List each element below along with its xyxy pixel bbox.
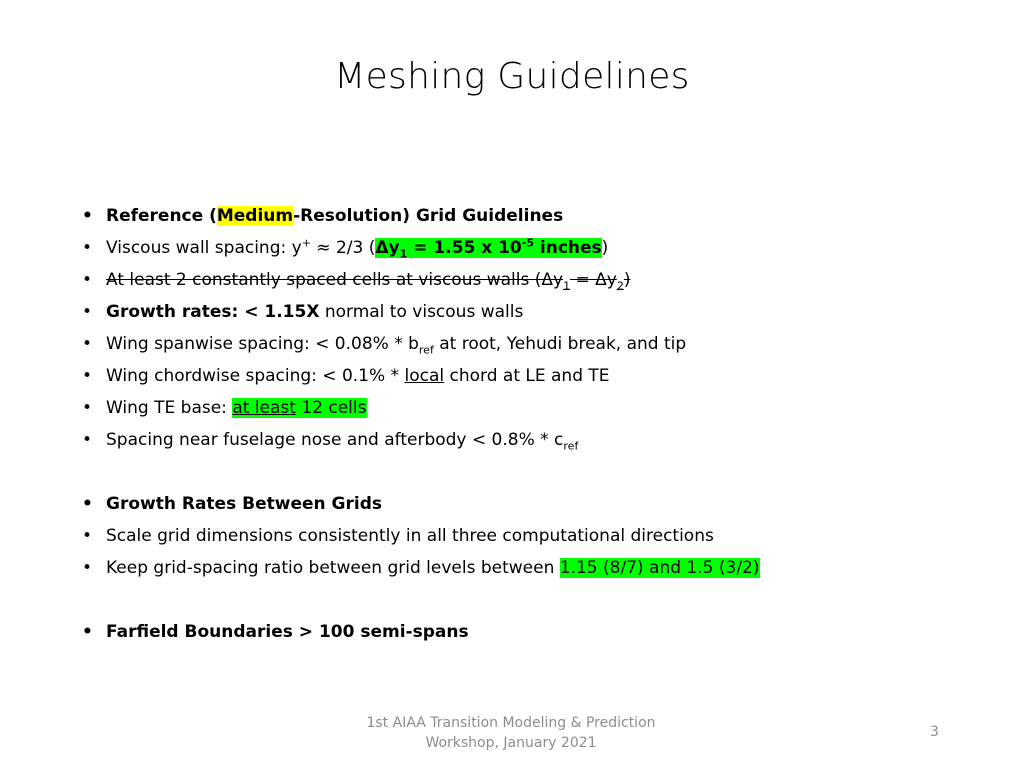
- footer-line-1: 1st AIAA Transition Modeling & Prediction: [366, 715, 656, 731]
- text-segment: normal to viscous walls: [319, 302, 524, 322]
- underlined-at-least: at least: [232, 398, 296, 418]
- text-segment: Δy: [375, 238, 400, 258]
- text-segment: At least 2 constantly spaced cells at viscous walls (Δy: [106, 270, 564, 290]
- bullet-growth-rates: [80, 299, 760, 331]
- superscript: +: [301, 236, 311, 250]
- subscript: 1: [563, 279, 571, 293]
- superscript: -5: [521, 236, 534, 250]
- text-segment: ): [623, 270, 631, 290]
- highlight-at-least-12-cells: [232, 398, 366, 418]
- text-segment: 12 cells: [295, 398, 367, 418]
- bullet-wing-spanwise-spacing: [80, 331, 760, 363]
- highlight-medium: Medium: [216, 206, 294, 226]
- text-segment: = Δy: [570, 270, 617, 290]
- bullet-grid-spacing-ratio: [80, 555, 760, 587]
- text-segment: Wing TE base:: [106, 398, 233, 418]
- spacer: [80, 459, 760, 491]
- bullet-constant-spacing-cells: [80, 267, 760, 299]
- text-segment: ): [601, 238, 609, 258]
- spacer: [80, 587, 760, 619]
- text-segment: Farfield Boundaries > 100 semi-spans: [106, 622, 469, 642]
- subscript: ref: [418, 343, 434, 357]
- bullet-fuselage-spacing: [80, 427, 760, 459]
- page-number: 3: [930, 724, 939, 740]
- footer-line-2: Workshop, January 2021: [425, 735, 597, 751]
- bullet-reference-guidelines: [80, 203, 760, 235]
- text-segment: ≈ 2/3 (: [310, 238, 376, 258]
- text-segment: Wing spanwise spacing: < 0.08% * b: [106, 334, 419, 354]
- text-segment: chord at LE and TE: [444, 366, 610, 386]
- text-segment: Reference (: [106, 206, 217, 226]
- underlined-local: local: [404, 366, 445, 386]
- bullet-wing-chordwise-spacing: [80, 363, 760, 395]
- text-segment: Growth rates: < 1.15X: [106, 302, 320, 322]
- bullet-viscous-wall-spacing: [80, 235, 760, 267]
- highlight-ratio-range: 1.15 (8/7) and 1.5 (3/2): [559, 558, 760, 578]
- highlight-delta-y1: [375, 236, 602, 261]
- subscript: 1: [399, 247, 408, 261]
- text-segment: Growth Rates Between Grids: [106, 494, 382, 514]
- subscript: ref: [563, 439, 579, 453]
- text-segment: inches: [533, 238, 602, 258]
- subscript: 2: [616, 279, 624, 293]
- bullet-growth-rates-between-grids: [80, 491, 760, 523]
- text-segment: at root, Yehudi break, and tip: [433, 334, 687, 354]
- text-segment: Scale grid dimensions consistently in all three computational directions: [106, 526, 714, 546]
- bullet-farfield-boundaries: [80, 619, 760, 651]
- text-segment: Keep grid-spacing ratio between grid levels between: [106, 558, 560, 578]
- text-segment: -Resolution) Grid Guidelines: [293, 206, 564, 226]
- text-segment: Viscous wall spacing: y: [106, 238, 302, 258]
- text-segment: Spacing near fuselage nose and afterbody < 0.8% * c: [106, 430, 564, 450]
- bullet-wing-te-base: [80, 395, 760, 427]
- text-segment: = 1.55 x 10: [407, 238, 522, 258]
- slide-title: Meshing Guidelines: [334, 56, 690, 97]
- text-segment: Wing chordwise spacing: < 0.1% *: [106, 366, 405, 386]
- bullet-scale-grid-dimensions: [80, 523, 760, 555]
- slide-footer: [340, 713, 682, 753]
- bullet-list: [80, 203, 760, 651]
